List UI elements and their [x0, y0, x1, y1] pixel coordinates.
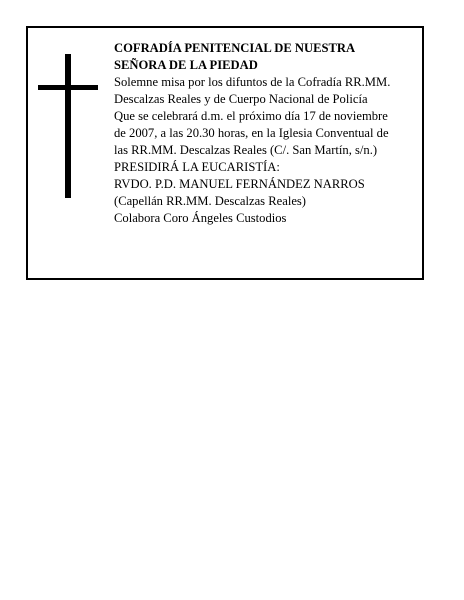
- notice-body-line-7: RVDO. P.D. MANUEL FERNÁNDEZ NARROS: [114, 177, 365, 191]
- notice-body-line-3: Que se celebrará d.m. el próximo día 17 de noviembre: [114, 109, 388, 123]
- notice-body-line-5: las RR.MM. Descalzas Reales (C/. San Martín, s/n.): [114, 143, 378, 157]
- cross-vertical-bar: [65, 54, 71, 198]
- notice-body-line-1: Solemne misa por los difuntos de la Cofradía RR.MM.: [114, 75, 391, 89]
- cross-icon: [38, 54, 98, 198]
- notice-title-line-2: SEÑORA DE LA PIEDAD: [114, 58, 258, 72]
- notice-body-line-2: Descalzas Reales y de Cuerpo Nacional de Policía: [114, 92, 368, 106]
- cross-horizontal-bar: [38, 85, 98, 90]
- notice-body-line-8: (Capellán RR.MM. Descalzas Reales): [114, 194, 306, 208]
- notice-body-line-4: de 2007, a las 20.30 horas, en la Iglesia Conventual de: [114, 126, 389, 140]
- notice-body-line-9: Colabora Coro Ángeles Custodios: [114, 211, 287, 225]
- notice-title-line-1: COFRADÍA PENITENCIAL DE NUESTRA: [114, 41, 356, 55]
- notice-body-line-6: PRESIDIRÁ LA EUCARISTÍA:: [114, 160, 280, 174]
- memorial-notice: [26, 26, 424, 280]
- notice-text: [114, 40, 420, 227]
